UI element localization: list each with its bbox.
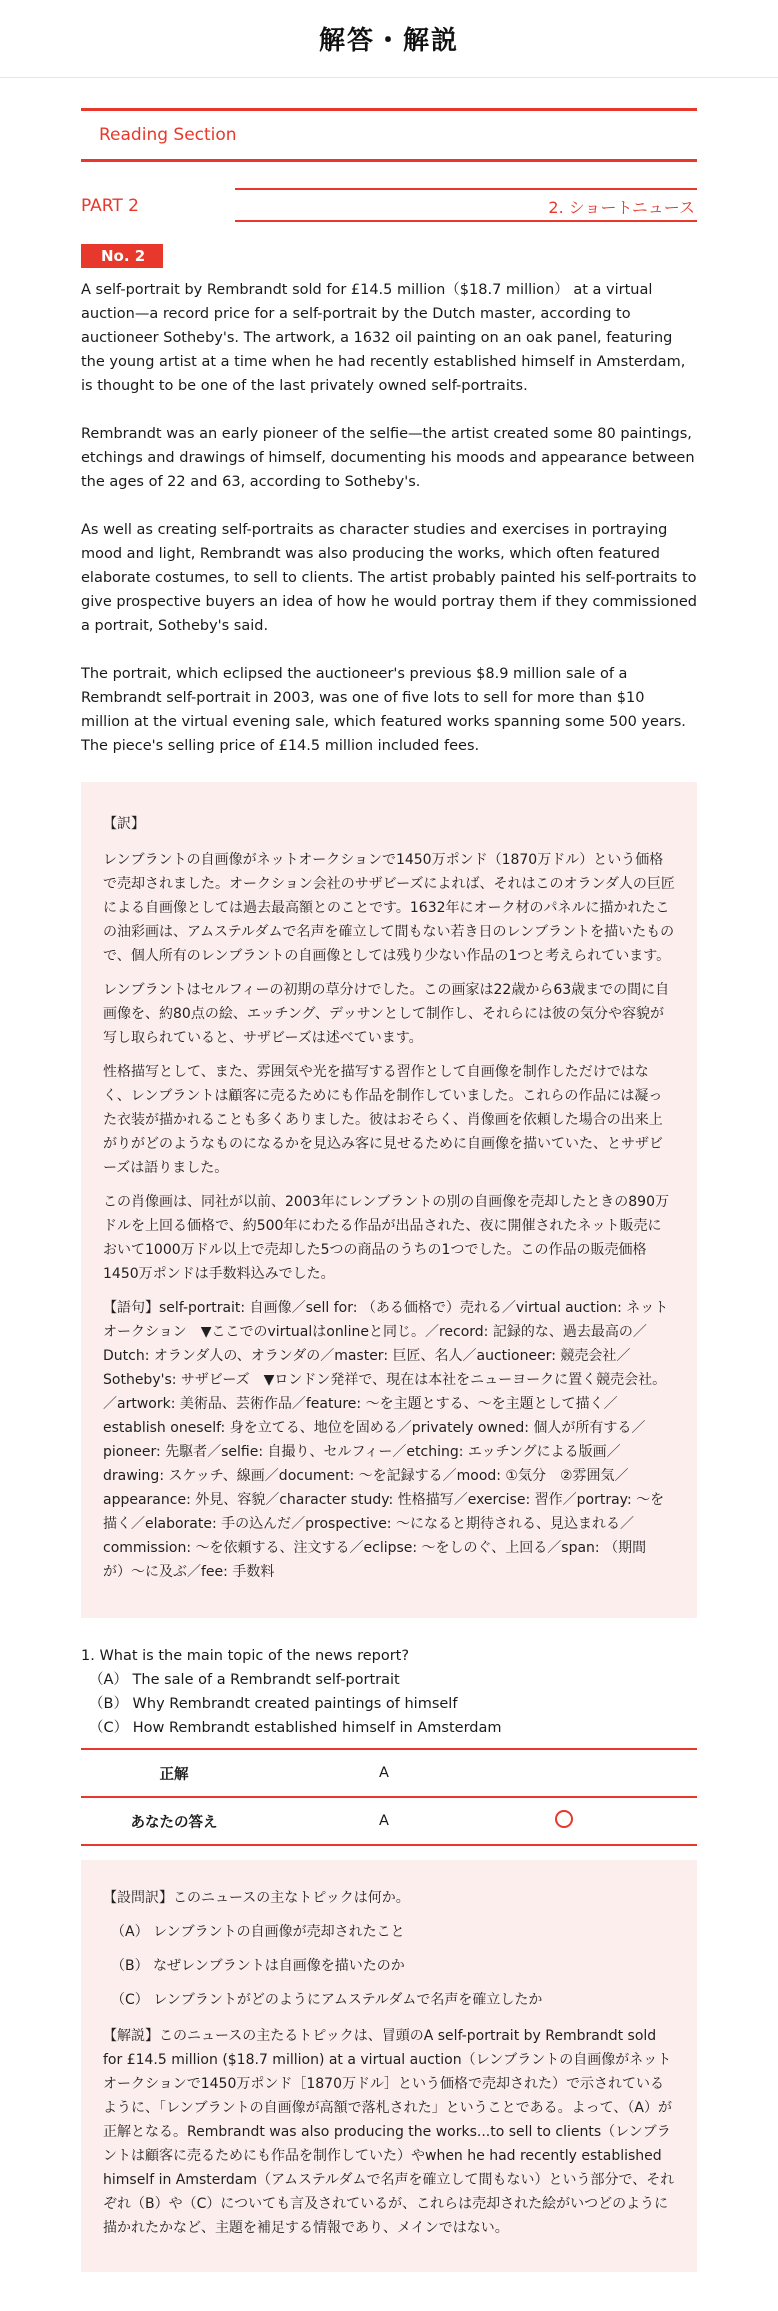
explanation-option-a: （A） レンブラントの自画像が売却されたこと [111,1924,405,1940]
answer-table [81,1748,697,1846]
section-bar [81,108,697,162]
correct-answer-value: A [379,1765,389,1781]
translation-paragraph: レンブラントはセルフィーの初期の草分けでした。この画家は22歳から63歳までの間に自画像を、約80点の絵、エッチング、デッサンとして制作し、それらには彼の気分や容貌が写し取られていると、サザビーズは述べています。 [103,982,670,1046]
your-answer-label: あなたの答え [130,1814,218,1831]
question-option-c: （C） How Rembrandt established himself in Amsterdam [89,1720,502,1736]
translation-paragraph: レンブラントの自画像がネットオークションで1450万ポンド（1870万ドル）という価格で売却されました。オークション会社のサザビーズによれば、それはこのオランダ人の巨匠による自画像としては過去最高額とのことです。1632年にオーク材のパネルに描かれたこの油彩画は、アムステルダムで名声を確立して間もない若き日のレンブラントを描いたもので、個人所有のレンブラントの自画像としては残り少ない作品の1つと考えられています。 [103,852,675,964]
translation-tag: 【訳】 [103,816,145,832]
explanation-commentary: 【解説】このニュースの主たるトピックは、冒頭のA self-portrait by Rembrandt sold for £14.5 million ($18.7 million) at a virtual auction（レンブラントの自画像がネットオークションで1450万ポンド［1870万ドル］という価格で売却された）で示されているように、「レンブラントの自画像が高額で落札された」ということである。よって、（A）が正解となる。Rembrandt was also producing the works...to sell to clients（レンブラントは顧客に売るためにも作品を制作していた）やwhen he had recently established himself in Amsterdam（アムステルダムで名声を確立して間もない）という部分で、それぞれ（B）や（C）についても言及されているが、これらは売却された絵がいつどのように描かれたかなど、主題を補足する情報であり、メインではない。 [103,2028,675,2236]
explanation-option-b: （B） なぜレンブラントは自画像を描いたのか [111,1958,405,1974]
correct-answer-label: 正解 [159,1766,189,1783]
translation-paragraph: この肖像画は、同社が以前、2003年にレンブラントの別の自画像を売却したときの890万ドルを上回る価格で、約500年にわたる作品が出品された、夜に開催されたネット販売において1000万ドル以上で売却した5つの商品のうちの1つでした。この作品の販売価格1450万ポンドは手数料込みでした。 [103,1194,669,1282]
passage-paragraph: A self-portrait by Rembrandt sold for £14.5 million（$18.7 million） at a virtual auction—a record price for a self-portrait by the Dutch master, according to auctioneer Sotheby's. The artwork, a 1632 oil painting on an oak panel, featuring the young artist at a time when he had recently established himself in Amsterdam, is thought to be one of the last privately owned self-portraits. [81,282,686,394]
page-header [0,0,778,78]
explanation-box [81,1860,697,2272]
vocabulary-notes: 【語句】self-portrait: 自画像／sell for: （ある価格で）売れる／virtual auction: ネットオークション ▼ここでのvirtualはonlineと同じ。／record: 記録的な、過去最高の／Dutch: オランダ人の、オランダの／master: 巨匠、名人／auctioneer: 競売会社／Sotheby's: サザビーズ ▼ロンドン発祥で、現在は本社をニューヨークに置く競売会社。／artwork: 美術品、芸術作品／feature: 〜を主題とする、〜を主題として描く／establish oneself: 身を立てる、地位を固める／privately owned: 個人が所有する／pioneer: 先駆者／selfie: 自撮り、セルフィー／etching: エッチングによる版画／drawing: スケッチ、線画／document: 〜を記録する／mood: ①気分 ②雰囲気／appearance: 外見、容貌／character study: 性格描写／exercise: 習作／portray: 〜を描く／elaborate: 手の込んだ／prospective: 〜になると期待される、見込まれる／commission: 〜を依頼する、注文する／eclipse: 〜をしのぐ、上回る／span: （期間が）〜に及ぶ／fee: 手数料 [103,1300,669,1580]
question-option-b: （B） Why Rembrandt created paintings of himself [89,1696,458,1712]
passage-paragraph: As well as creating self-portraits as character studies and exercises in portraying mood and light, Rembrandt was also producing the works, which often featured elaborate costumes, to sell to clients. The artist probably painted his self-portraits to give prospective buyers an idea of how he would portray them if they commissioned a portrait, Sotheby's said. [81,522,697,634]
explanation-option-c: （C） レンブラントがどのようにアムステルダムで名声を確立したか [111,1992,543,2008]
correct-answer-row [81,1750,697,1798]
part-label: PART 2 [81,196,139,216]
translation-paragraph: 性格描写として、また、雰囲気や光を描写する習作として自画像を制作しただけではなく、レンブラントは顧客に売るためにも作品を制作していました。これらの作品には凝った衣装が描かれることも多くありました。彼はおそらく、肖像画を依頼した場合の出来上がりがどのようなものになるかを見込み客に見せるために自画像を描いていた、とサザビーズは語りました。 [103,1064,663,1176]
part-title: 2. ショートニュース [548,198,695,217]
passage-paragraph: Rembrandt was an early pioneer of the selfie—the artist created some 80 paintings, etchings and drawings of himself, documenting his moods and appearance between the ages of 22 and 63, according to Sotheby's. [81,426,695,490]
part-row [81,188,697,222]
passage-paragraph: The portrait, which eclipsed the auctioneer's previous $8.9 million sale of a Rembrandt self-portrait in 2003, was one of five lots to sell for more than $10 million at the virtual evening sale, which featured works spanning some 500 years. The piece's selling price of £14.5 million included fees. [81,666,686,754]
translation-box [81,782,697,1618]
circle-correct-icon [555,1810,573,1828]
question-translation: 【設問訳】このニュースの主なトピックは何か。 [103,1890,410,1906]
section-label: Reading Section [99,125,237,145]
your-answer-value: A [379,1813,389,1829]
your-answer-row [81,1798,697,1846]
passage [81,278,697,758]
content [81,108,697,2272]
number-badge: No. 2 [81,244,163,268]
question-block [81,1644,697,1740]
part-title-bar [235,188,697,222]
question-text: 1. What is the main topic of the news report? [81,1648,410,1664]
question-option-a: （A） The sale of a Rembrandt self-portrait [89,1672,400,1688]
page-title: 解答・解説 [318,26,459,56]
